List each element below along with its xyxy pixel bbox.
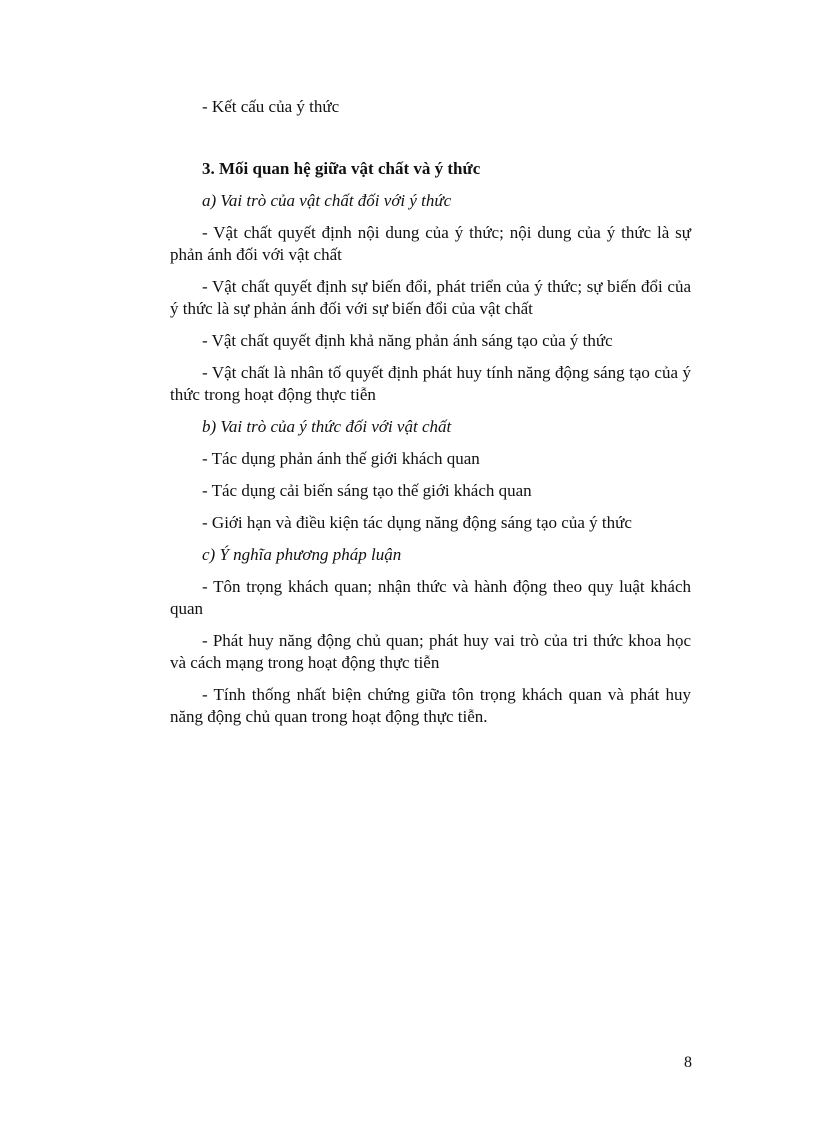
intro-item: - Kết cấu của ý thức [202, 97, 340, 116]
section-heading: 3. Mối quan hệ giữa vật chất và ý thức [202, 159, 481, 178]
part-a-item-1: - Vật chất quyết định nội dung của ý thức; nội dung của ý thức là sự phản ánh đối với vật chất [170, 223, 691, 264]
part-c-title: c) Ý nghĩa phương pháp luận [202, 545, 402, 564]
part-b-item-3: - Giới hạn và điều kiện tác dụng năng động sáng tạo của ý thức [202, 513, 632, 532]
part-b-title: b) Vai trò của ý thức đối với vật chất [202, 417, 452, 436]
part-c-item-3: - Tính thống nhất biện chứng giữa tôn trọng khách quan và phát huy năng động chủ quan trong hoạt động thực tiễn. [170, 685, 691, 726]
part-c-item-1: - Tôn trọng khách quan; nhận thức và hành động theo quy luật khách quan [170, 577, 691, 618]
part-c-item-2: - Phát huy năng động chủ quan; phát huy vai trò của tri thức khoa học và cách mạng trong hoạt động thực tiễn [170, 631, 691, 672]
part-a-item-2: - Vật chất quyết định sự biến đổi, phát triển của ý thức; sự biến đổi của ý thức là sự phản ánh đối với sự biến đổi của vật chất [170, 277, 691, 318]
part-a-item-4: - Vật chất là nhân tố quyết định phát huy tính năng động sáng tạo của ý thức trong hoạt động thực tiễn [170, 363, 691, 404]
part-a-title: a) Vai trò của vật chất đối với ý thức [202, 191, 452, 210]
part-b-item-2: - Tác dụng cải biến sáng tạo thế giới khách quan [202, 481, 532, 500]
page-content [170, 96, 691, 738]
page-number: 8 [684, 1054, 692, 1071]
part-b-item-1: - Tác dụng phản ánh thế giới khách quan [202, 449, 480, 468]
part-a-item-3: - Vật chất quyết định khả năng phản ánh sáng tạo của ý thức [202, 331, 613, 350]
